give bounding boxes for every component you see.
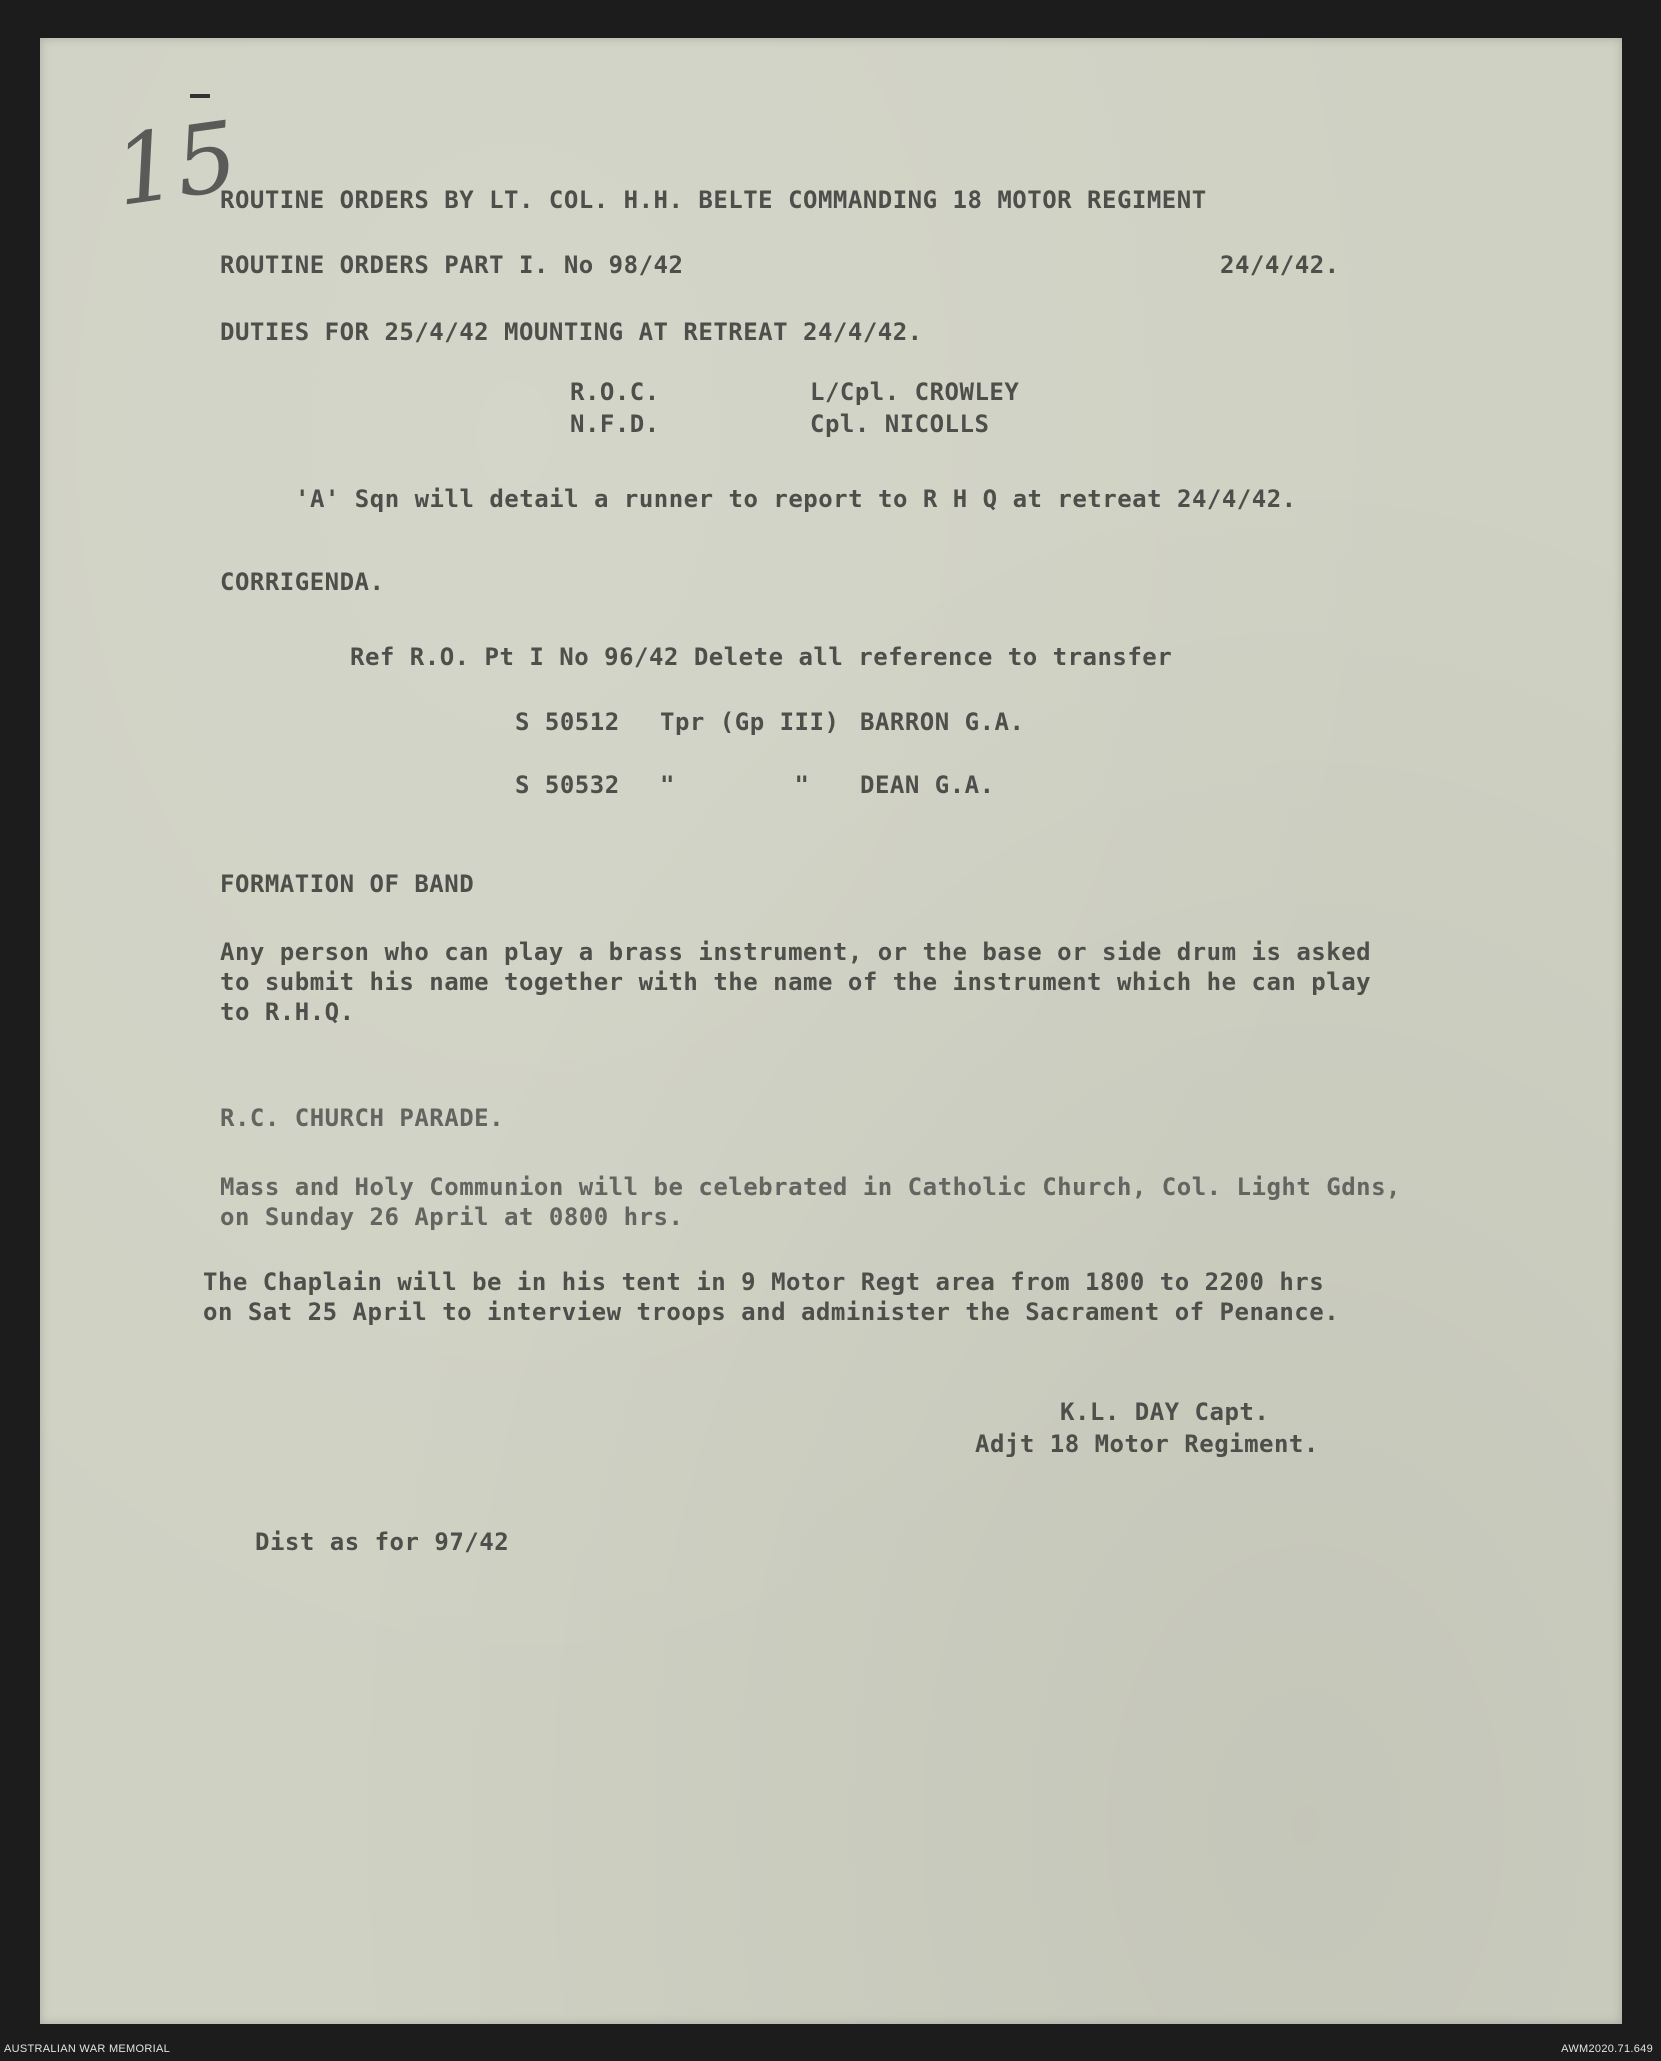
band-text-line: to R.H.Q. — [220, 998, 355, 1026]
entry-rank: Tpr (Gp III) — [660, 708, 840, 736]
band-text-line: Any person who can play a brass instrument, or the base or side drum is asked — [220, 938, 1372, 966]
duties-heading: DUTIES FOR 25/4/42 MOUNTING AT RETREAT 24/4/42. — [220, 318, 923, 346]
band-text-line: to submit his name together with the name of the instrument which he can play — [220, 968, 1372, 996]
church-text-line: on Sunday 26 April at 0800 hrs. — [220, 1203, 684, 1231]
band-title: FORMATION OF BAND — [220, 870, 475, 898]
signatory-title: Adjt 18 Motor Regiment. — [975, 1430, 1319, 1458]
entry-rank: " " — [660, 771, 810, 799]
church-title: R.C. CHURCH PARADE. — [220, 1104, 505, 1132]
entry-name: BARRON G.A. — [860, 708, 1025, 736]
duty-person: Cpl. NICOLLS — [810, 410, 990, 438]
chaplain-text-line: The Chaplain will be in his tent in 9 Motor Regt area from 1800 to 2200 hrs — [203, 1268, 1325, 1296]
duty-person: L/Cpl. CROWLEY — [810, 378, 1020, 406]
order-date: 24/4/42. — [1220, 251, 1340, 279]
runner-order: 'A' Sqn will detail a runner to report to R H Q at retreat 24/4/42. — [295, 485, 1297, 513]
church-text-line: Mass and Holy Communion will be celebrated in Catholic Church, Col. Light Gdns, — [220, 1173, 1401, 1201]
corrigenda-reference: Ref R.O. Pt I No 96/42 Delete all reference to transfer — [350, 643, 1173, 671]
archive-accession-number: AWM2020.71.649 — [1561, 2043, 1653, 2055]
entry-name: DEAN G.A. — [860, 771, 995, 799]
entry-number: S 50512 — [515, 708, 620, 736]
entry-number: S 50532 — [515, 771, 620, 799]
handwritten-page-number: 15 — [107, 100, 245, 228]
duty-role: R.O.C. — [570, 378, 660, 406]
document-page — [40, 38, 1622, 2024]
duty-role: N.F.D. — [570, 410, 660, 438]
corrigenda-title: CORRIGENDA. — [220, 568, 385, 596]
ink-mark — [190, 94, 210, 98]
order-heading: ROUTINE ORDERS BY LT. COL. H.H. BELTE COMMANDING 18 MOTOR REGIMENT — [220, 186, 1207, 214]
signatory-name: K.L. DAY Capt. — [1060, 1398, 1270, 1426]
part-number: ROUTINE ORDERS PART I. No 98/42 — [220, 251, 684, 279]
distribution-note: Dist as for 97/42 — [255, 1528, 510, 1556]
chaplain-text-line: on Sat 25 April to interview troops and administer the Sacrament of Penance. — [203, 1298, 1340, 1326]
archive-credit: AUSTRALIAN WAR MEMORIAL — [4, 2043, 171, 2055]
